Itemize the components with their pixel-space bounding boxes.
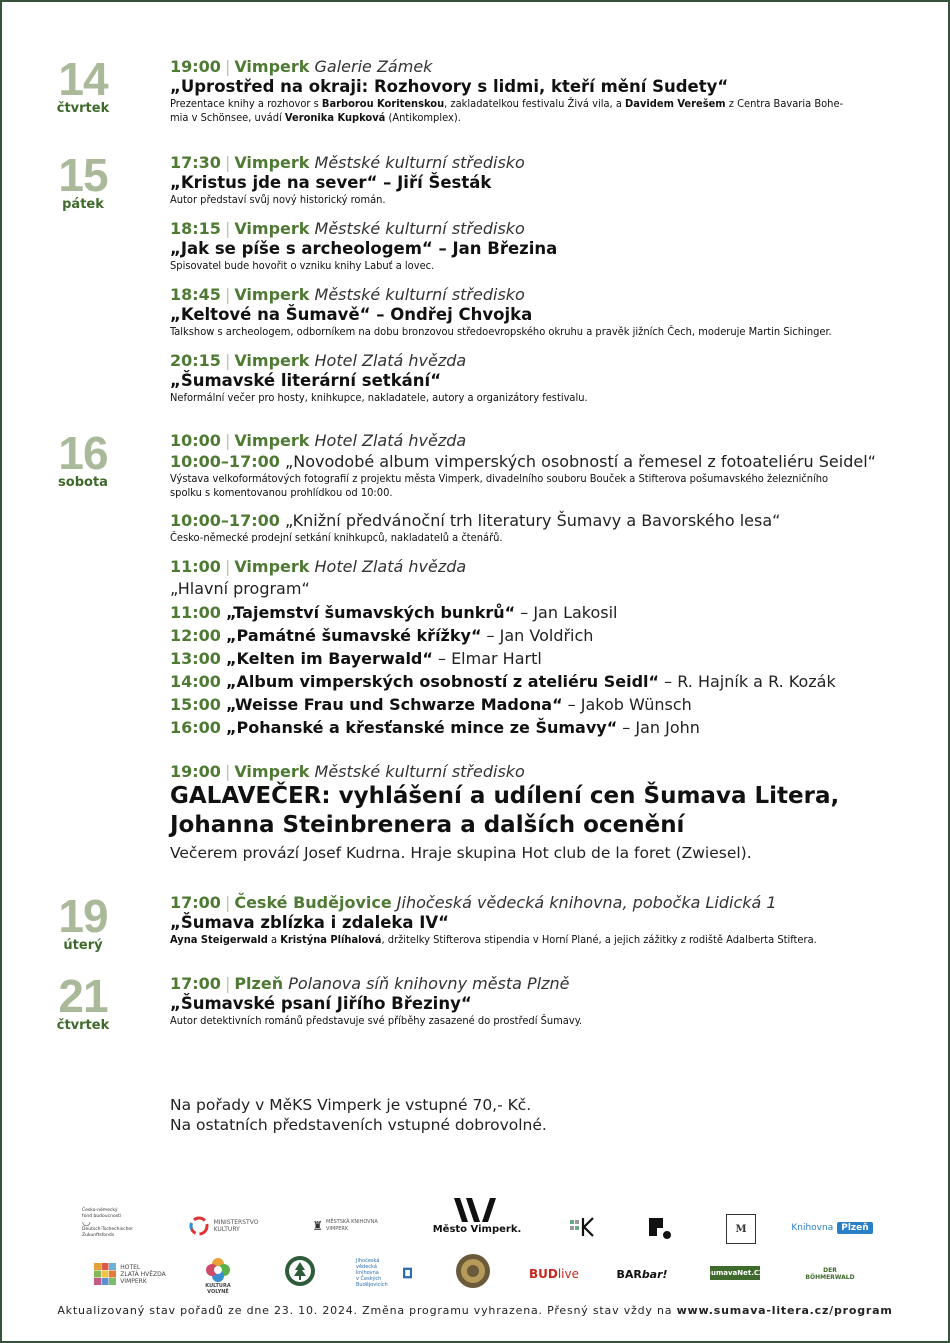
event-header (170, 284, 910, 305)
event-venue: Polanova síň knihovny města Plzně (288, 974, 570, 993)
program-item (170, 693, 910, 716)
exhibition-title: „Novodobé album vimperských osobností a řemesel z fotoateliéru Seidel“ (279, 452, 876, 471)
main-program-label: „Hlavní program“ (170, 579, 310, 598)
day-name: čtvrtek (56, 101, 110, 116)
gala-title-line: GALAVEČER: vyhlášení a udílení cen Šumava Litera, (170, 783, 840, 809)
event-venue: Hotel Zlatá hvězda (314, 557, 467, 576)
gala-description: Večerem provází Josef Kudrna. Hraje skupina Hot club de la foret (Zwiesel). (170, 844, 752, 862)
exhibition-description (170, 472, 910, 500)
desc-person: Veronika Kupková (284, 111, 386, 124)
square-dot-icon (647, 1216, 673, 1240)
program-time: 16:00 (170, 718, 221, 737)
library-text (326, 1219, 378, 1233)
program-item (170, 624, 910, 647)
event-city: Vimperk (234, 351, 310, 370)
event-header (170, 556, 910, 577)
round-badge-logo[interactable] (454, 1252, 492, 1290)
event-8 (170, 761, 910, 864)
program-speaker: – Jakob Wünsch (562, 695, 692, 714)
tree-emblem-icon (284, 1255, 316, 1287)
logo-text: bar! (641, 1267, 668, 1281)
event-city: Vimperk (234, 285, 310, 304)
desc-text: a (267, 933, 281, 946)
desc-text: , držitelky Stifterova stipendia v Horní Plané, a jejich zážitky z rodiště Adalberta Stiftera. (381, 933, 817, 946)
town-vimperk-logo[interactable] (430, 1192, 524, 1238)
event-1 (170, 56, 910, 125)
event-venue: Jihočeská vědecká knihovna, pobočka Lidická 1 (396, 893, 777, 912)
forest-emblem-logo[interactable] (283, 1254, 317, 1288)
knihovna-plzen-logo[interactable] (792, 1219, 872, 1237)
jvk-logo[interactable] (356, 1256, 412, 1290)
city-library-logo[interactable] (310, 1216, 380, 1236)
event-venue: Městské kulturní středisko (314, 285, 525, 304)
logo-text: DER (823, 1267, 837, 1274)
logo-text: MĚSTSKÁ KNIHOVNA (326, 1219, 378, 1225)
event-header (170, 761, 910, 782)
program-item (170, 601, 910, 624)
logo-text: ZLATÁ HVĚZDA (120, 1270, 166, 1278)
logo-text: VIMPERK (120, 1277, 147, 1285)
event-title: „Šumavské literární setkání“ (170, 371, 442, 390)
desc-text: mia v Schönsee, uvádí (170, 111, 285, 124)
logo-text: live (557, 1267, 579, 1281)
event-9 (170, 892, 910, 947)
desc-text: Prezentace knihy a rozhovor s (170, 97, 322, 110)
event-7 (170, 556, 910, 739)
day-21 (2, 970, 164, 1034)
logo-text: Česko-německý (82, 1208, 118, 1213)
bohmerwald-logo[interactable] (802, 1264, 858, 1284)
program-item (170, 670, 910, 693)
arc-icon: ◡ (82, 1217, 91, 1228)
event-time: 20:15 (170, 351, 221, 370)
logo-text: BÖHMERWALD (805, 1274, 855, 1281)
day-name: úterý (63, 938, 103, 953)
logo-text: v Českých Budějovicích (356, 1276, 388, 1288)
gala-title (170, 782, 890, 840)
event-city: Vimperk (234, 57, 310, 76)
entry-note (170, 1095, 890, 1135)
event-time: 10:00 (170, 431, 221, 450)
day-number: 21 (58, 970, 108, 1022)
kultura-flower-icon (205, 1257, 231, 1283)
event-time: 11:00 (170, 557, 221, 576)
footer-text: Aktualizovaný stav pořadů ze dne 23. 10. 2024. Změna programu vyhrazena. Přesný stav vždy na (57, 1304, 677, 1317)
logo-text: ŠumavaNet.CZ (705, 1269, 765, 1277)
event-10 (170, 973, 910, 1028)
exhibition-time: 10:00–17:00 (170, 511, 280, 530)
event-venue: Městské kulturní středisko (314, 762, 525, 781)
day-name: čtvrtek (56, 1018, 110, 1033)
event-description: Neformální večer pro hosty, knihkupce, nakladatele, autory a organizátory festivalu. (170, 391, 588, 404)
program-title: „Památné šumavské křížky“ (226, 626, 482, 645)
program-time: 13:00 (170, 649, 221, 668)
day-number: 15 (58, 149, 108, 201)
jvk-book-icon (403, 1266, 412, 1280)
day-number: 19 (58, 890, 108, 942)
program-speaker: – Jan Lakosil (515, 603, 618, 622)
event-5 (170, 350, 910, 405)
desc-person: Barborou Koritenskou (321, 97, 445, 110)
exhibition-time: 10:00–17:00 (170, 452, 280, 471)
event-title: „Šumavské psaní Jiřího Březiny“ (170, 994, 472, 1013)
fund-logo[interactable] (82, 1205, 142, 1241)
event-title: „Jak se píše s archeologem“ – Jan Březina (170, 239, 558, 258)
logo-text: KULTURY (213, 1226, 240, 1233)
program-speaker: – Elmar Hartl (432, 649, 542, 668)
program-time: 11:00 (170, 603, 221, 622)
separator: | (224, 153, 231, 172)
desc-text: , zakladatelkou festivalu Živá vila, a (444, 97, 626, 110)
separator: | (224, 219, 231, 238)
separator: | (224, 557, 231, 576)
monogram-logo[interactable] (726, 1214, 756, 1244)
program-item (170, 716, 910, 739)
barbar-logo[interactable] (614, 1264, 670, 1284)
gala-title-line: Johanna Steinbrenera a dalších ocenění (170, 812, 685, 838)
budlive-logo[interactable] (526, 1264, 582, 1284)
event-city: Vimperk (234, 557, 310, 576)
town-text: Město Vimperk. (432, 1223, 522, 1235)
logo-text: VIMPERK (326, 1226, 349, 1232)
event-time: 17:30 (170, 153, 221, 172)
desc-person: Davidem Verešem (625, 97, 726, 110)
program-time: 14:00 (170, 672, 221, 691)
program-time: 15:00 (170, 695, 221, 714)
event-time: 18:15 (170, 219, 221, 238)
program-title: „Tajemství šumavských bunkrů“ (226, 603, 516, 622)
event-description: Autor představí svůj nový historický román. (170, 193, 386, 206)
program-speaker: – Jan John (617, 718, 700, 737)
logo-text: Jihočeská (356, 1258, 380, 1264)
monogram-icon: M (735, 1223, 747, 1235)
event-header (170, 892, 910, 913)
sumavanet-logo[interactable] (705, 1266, 765, 1280)
event-time: 18:45 (170, 285, 221, 304)
ministry-logo[interactable] (183, 1214, 263, 1238)
event-time: 17:00 (170, 974, 221, 993)
logo-text: vědecká (356, 1264, 377, 1270)
logo-text: MINISTERSTVO (213, 1219, 259, 1226)
day-19 (2, 890, 164, 954)
logo-text: Knihovna (791, 1223, 834, 1233)
event-city: Vimperk (234, 153, 310, 172)
event-header (170, 430, 910, 451)
separator: | (224, 431, 231, 450)
separator: | (224, 285, 231, 304)
day-16 (2, 427, 164, 491)
day-name: sobota (58, 475, 108, 490)
footer-link[interactable]: www.sumava-litera.cz/program (676, 1304, 893, 1317)
event-header (170, 56, 910, 77)
event-header (170, 973, 910, 994)
event-time: 17:00 (170, 893, 221, 912)
hotel-text (120, 1264, 166, 1285)
library-icon: ♜ (312, 1219, 323, 1233)
jvk-text (356, 1258, 401, 1288)
separator: | (224, 974, 231, 993)
k-logo[interactable] (568, 1216, 598, 1238)
day-number: 14 (58, 53, 108, 105)
exhibition-1 (170, 451, 910, 472)
logo-text: fond budoucnosti (82, 1213, 122, 1219)
event-venue: Hotel Zlatá hvězda (314, 431, 467, 450)
hotel-grid-icon (94, 1263, 116, 1285)
entry-line: Na ostatních představeních vstupné dobrovolné. (170, 1116, 547, 1134)
event-venue: Hotel Zlatá hvězda (314, 351, 467, 370)
event-3 (170, 218, 910, 273)
event-description: Talkshow s archeologem, odborníkem na dobu bronzovou středoevropského okruhu a pravěk jižních Čech, moderuje Martin Sichinger. (170, 325, 832, 338)
event-description: Autor detektivních románů představuje své příběhy zasazené do prostředí Šumavy. (170, 1014, 583, 1027)
desc-text: spolku s komentovanou prohlídkou od 10:00. (170, 486, 393, 499)
day-14 (2, 53, 164, 117)
day-name: pátek (62, 197, 104, 212)
desc-text: (Antikomplex). (385, 111, 461, 124)
event-title: „Uprostřed na okraji: Rozhovory s lidmi, kteří mění Sudety“ (170, 77, 729, 96)
program-speaker: – R. Hajník a R. Kozák (659, 672, 836, 691)
ministry-ring-icon (188, 1215, 210, 1237)
program-title: „Weisse Frau und Schwarze Madona“ (226, 695, 563, 714)
k-icon (569, 1216, 597, 1238)
event-description: Spisovatel bude hovořit o vzniku knihy Labuť a lovec. (170, 259, 435, 272)
logo-text: Deutsch-Tschechischer (82, 1227, 134, 1232)
event-time: 19:00 (170, 762, 221, 781)
event-description (170, 97, 890, 125)
day-15 (2, 149, 164, 213)
program-time: 12:00 (170, 626, 221, 645)
footer (2, 1304, 948, 1317)
program-title: „Album vimperských osobností z ateliéru Seidl“ (226, 672, 660, 691)
program-title: „Kelten im Bayerwald“ (226, 649, 433, 668)
desc-text: Výstava velkoformátových fotografií z projektu města Vimperk, divadelního souboru Bouček a Stifterova pošumavského železničního (170, 472, 829, 485)
separator: | (224, 57, 231, 76)
program-list (170, 601, 910, 739)
kultura-volyne-logo[interactable] (200, 1256, 236, 1296)
logo-text: KULTURA (205, 1283, 231, 1289)
event-description (170, 933, 910, 947)
logo-text: Zukunftsfonds (82, 1232, 115, 1238)
program-item (170, 647, 910, 670)
exhibition-description: Česko-německé prodejní setkání knihkupců, nakladatelů a čtenářů. (170, 531, 503, 544)
logo-text: knihovna (356, 1270, 379, 1276)
event-title: „Kristus jde na sever“ – Jiří Šesták (170, 173, 492, 192)
logo-text: Plzeň (837, 1222, 872, 1234)
event-venue: Městské kulturní středisko (314, 153, 525, 172)
exhibition-2 (170, 510, 910, 531)
entry-line: Na pořady v MěKS Vimperk je vstupné 70,- Kč. (170, 1096, 532, 1114)
town-vimperk-icon (452, 1196, 502, 1224)
event-4 (170, 284, 910, 339)
hotel-logo[interactable] (90, 1262, 170, 1286)
event-city: Vimperk (234, 431, 310, 450)
square-logo[interactable] (646, 1215, 674, 1241)
event-title: „Šumava zblízka i zdaleka IV“ (170, 913, 450, 932)
round-badge-icon (455, 1253, 491, 1289)
logo-text: VOLYNĚ (207, 1289, 229, 1295)
program-speaker: – Jan Voldřich (481, 626, 594, 645)
event-venue: Městské kulturní středisko (314, 219, 525, 238)
event-city: Vimperk (234, 762, 310, 781)
separator: | (224, 351, 231, 370)
event-2 (170, 152, 910, 207)
separator: | (224, 762, 231, 781)
event-city: Plzeň (234, 974, 284, 993)
program-title: „Pohanské a křesťanské mince ze Šumavy“ (226, 718, 618, 737)
event-city: České Budějovice (234, 893, 392, 912)
desc-person: Ayna Steigerwald (170, 933, 268, 946)
logo-text: BUD (528, 1267, 558, 1281)
event-time: 19:00 (170, 57, 221, 76)
desc-person: Kristýna Plíhalová (280, 933, 382, 946)
ministry-text (214, 1219, 259, 1233)
separator: | (224, 893, 231, 912)
event-title: „Keltové na Šumavě“ – Ondřej Chvojka (170, 305, 533, 324)
exhibition-title: „Knižní předvánoční trh literatury Šumavy a Bavorského lesa“ (279, 511, 781, 530)
event-header (170, 152, 910, 173)
logo-text: BAR (616, 1267, 642, 1281)
event-header (170, 218, 910, 239)
kultura-text (205, 1283, 230, 1295)
desc-text: z Centra Bavaria Bohe- (725, 97, 844, 110)
event-header (170, 350, 910, 371)
day-number: 16 (58, 427, 108, 479)
event-venue: Galerie Zámek (314, 57, 433, 76)
logo-text: HOTEL (120, 1263, 141, 1271)
event-city: Vimperk (234, 219, 310, 238)
event-6 (170, 430, 910, 545)
